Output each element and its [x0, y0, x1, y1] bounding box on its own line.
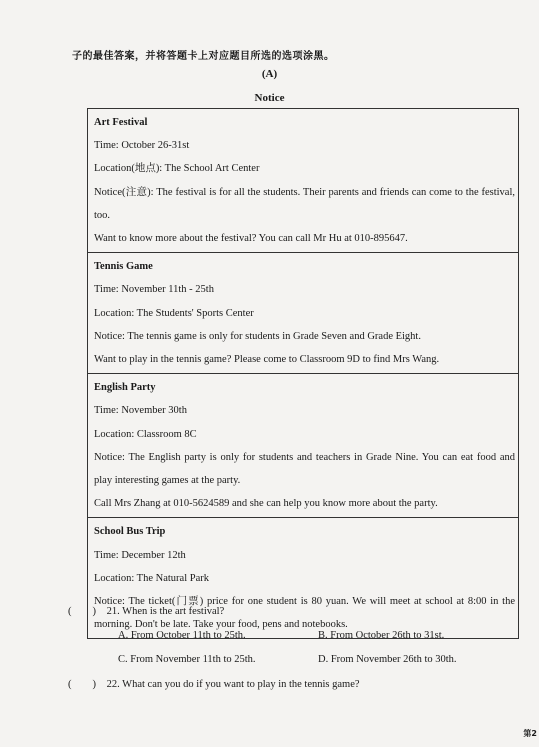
block-line: Time: November 11th - 25th [94, 284, 214, 296]
page-number: 第2 [523, 729, 537, 738]
block-line: Location: Classroom 8C [94, 428, 197, 440]
question-text: 21. When is the art festival? [106, 606, 225, 617]
block-line: Want to play in the tennis game? Please come to Classroom 9D to find Mrs Wang. [94, 354, 440, 366]
block-line: Time: November 30th [94, 405, 187, 417]
notice-table [87, 108, 519, 639]
block-line: Call Mrs Zhang at 010-5624589 and she can help you know more about the party. [94, 498, 438, 510]
block-line: Time: October 26-31st [94, 140, 190, 152]
block-title: Art Festival [94, 117, 148, 128]
answer-paren[interactable]: ( ) [68, 606, 96, 617]
question-22 [68, 679, 360, 690]
section-label: (A) [261, 68, 278, 80]
block-line: Notice: The tennis game is only for students in Grade Seven and Grade Eight. [94, 330, 421, 342]
notice-block-school-bus-trip [88, 518, 518, 638]
notice-block-tennis-game [88, 253, 518, 374]
block-title: English Party [94, 382, 156, 394]
answer-paren[interactable]: ( ) [68, 679, 96, 690]
block-title: School Bus Trip [94, 526, 166, 538]
option-b[interactable]: B. From October 26th to 31st. [318, 630, 445, 641]
notice-title: Notice [254, 92, 285, 104]
option-d[interactable]: D. From November 26th to 30th. [318, 654, 457, 665]
option-a[interactable]: A. From October 11th to 25th. [118, 630, 246, 641]
question-21 [68, 606, 224, 617]
notice-block-art-festival [88, 109, 518, 253]
block-line: Time: December 12th [94, 549, 186, 561]
question-text: 22. What can you do if you want to play in the tennis game? [106, 679, 360, 690]
block-line: Location: The Students' Sports Center [94, 307, 254, 319]
block-line: Notice: The ticket(门票) price for one student is 80 yuan. We will meet at school at 8:00 in the morning. Don't be late. Take your food, pens and notebooks. [94, 596, 515, 631]
header-instruction: 子的最佳答案，并将答题卡上对应题目所选的选项涂黑。 [72, 51, 335, 62]
block-title: Tennis Game [94, 261, 153, 273]
block-line: Notice: The English party is only for students and teachers in Grade Nine. You can eat food and play interesting games at the party. [94, 451, 515, 487]
block-line: Notice(注意): The festival is for all the students. Their parents and friends can come to the festival, too. [94, 186, 515, 221]
option-c[interactable]: C. From November 11th to 25th. [118, 654, 256, 665]
notice-block-english-party [88, 374, 518, 518]
block-line: Location: The Natural Park [94, 572, 209, 584]
block-line: Want to know more about the festival? You can call Mr Hu at 010-895647. [94, 233, 408, 245]
block-line: Location(地点): The School Art Center [94, 163, 260, 175]
